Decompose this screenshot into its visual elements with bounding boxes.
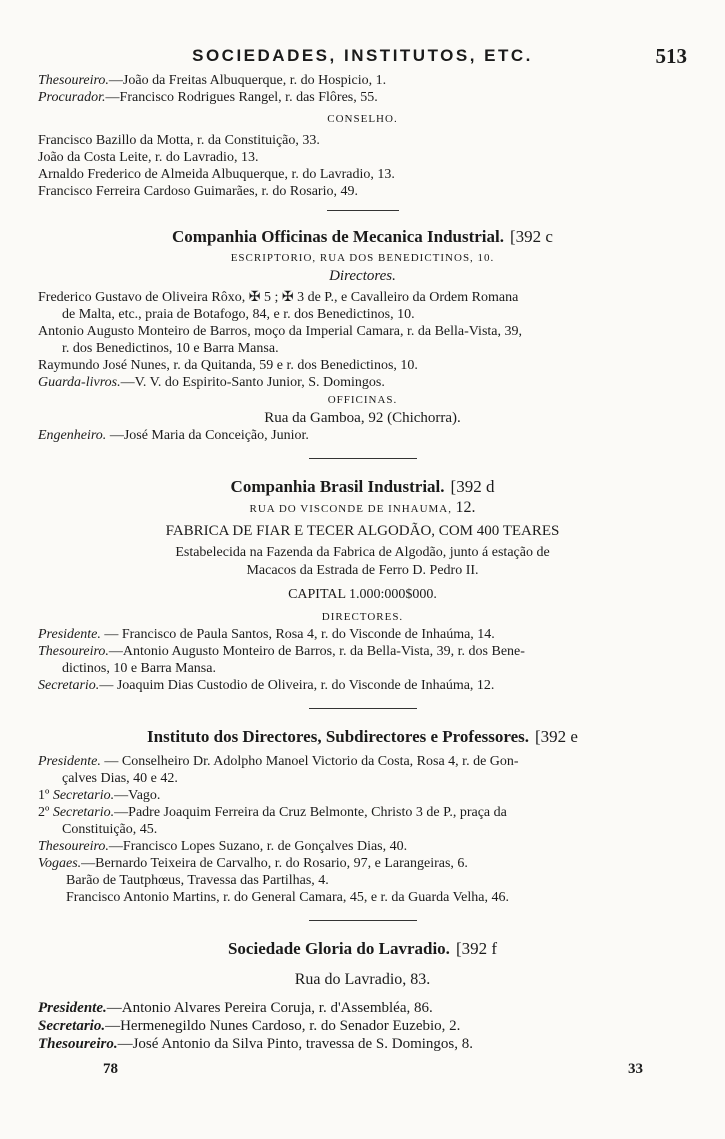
entry-text: —V. V. do Espirito-Santo Junior, S. Domingos. [120, 375, 385, 390]
entry-text: —Hermenegildo Nunes Cardoso, r. do Senador Euzebio, 2. [105, 1018, 461, 1034]
section-title-brasil-industrial [0, 475, 725, 499]
capital: CAPITAL 1.000:000$000. [288, 587, 437, 602]
street-number: 12. [455, 499, 476, 516]
director-line: de Malta, etc., praia de Botafogo, 84, e r. dos Benedictinos, 10. [62, 307, 415, 322]
entry-continuation: dictinos, 10 e Barra Mansa. [62, 661, 216, 676]
page-number: 513 [655, 44, 687, 68]
entry-vogal: Francisco Antonio Martins, r. do General Camara, 45, e r. da Guarda Velha, 46. [66, 890, 509, 905]
council-member: Arnaldo Frederico de Almeida Albuquerque, r. do Lavradio, 13. [38, 167, 395, 182]
entry-procurador [0, 89, 725, 106]
section-title-officinas [0, 225, 725, 249]
entry-secretario [0, 677, 725, 694]
workshops-heading: OFFICINAS. [327, 394, 398, 406]
divider [309, 920, 417, 921]
entry-prefix: 2º [38, 805, 53, 820]
entry-vogaes [0, 855, 725, 872]
signature-mark-left: 78 [103, 1061, 118, 1077]
entry-label: Presidente. [38, 1000, 107, 1016]
section-title-instituto [0, 725, 725, 749]
page-body [0, 72, 725, 1053]
section-name: Sociedade Gloria do Lavradio. [227, 939, 450, 958]
divider [309, 708, 417, 709]
established-line: Estabelecida na Fazenda da Fabrica de Algodão, junto á estação de [175, 545, 550, 560]
council-member: João da Costa Leite, r. do Lavradio, 13. [38, 150, 259, 165]
council-heading: CONSELHO. [327, 113, 398, 125]
entry-text: —Antonio Augusto Monteiro de Barros, r. da Bella-Vista, 39, r. dos Bene- [108, 644, 525, 659]
section-title-gloria-lavradio [0, 937, 725, 961]
page-header [0, 46, 725, 72]
entry-text: —Vago. [114, 788, 161, 803]
entry-text: —Padre Joaquim Ferreira da Cruz Belmonte, Christo 3 de P., praça da [114, 805, 507, 820]
entry-guarda-livros [0, 374, 725, 391]
section-code: [392 d [450, 477, 495, 496]
entry-text: — Joaquim Dias Custodio de Oliveira, r. do Visconde de Inhaúma, 12. [99, 678, 495, 693]
entry-label: Vogaes. [38, 856, 82, 871]
entry-text: —José Maria da Conceição, Junior. [106, 428, 309, 443]
entry-label: Thesoureiro. [38, 644, 109, 659]
entry-label: Secretario. [38, 678, 100, 693]
director-line: Raymundo José Nunes, r. da Quitanda, 59 e r. dos Benedictinos, 10. [38, 358, 418, 373]
workshops-address: Rua da Gamboa, 92 (Chichorra). [264, 410, 461, 426]
entry-label: Engenheiro. [38, 428, 107, 443]
entry-presidente [0, 753, 725, 770]
section-name: Companhia Officinas de Mecanica Industrial. [172, 227, 505, 246]
signature-mark-right: 33 [628, 1061, 643, 1077]
entry-1-secretario [0, 787, 725, 804]
established-line: Macacos da Estrada de Ferro D. Pedro II. [246, 563, 479, 578]
entry-text: —Antonio Alvares Pereira Coruja, r. d'Assembléa, 86. [106, 1000, 433, 1016]
council-member: Francisco Bazillo da Motta, r. da Constituição, 33. [38, 133, 320, 148]
entry-text: — Conselheiro Dr. Adolpho Manoel Victorio da Costa, Rosa 4, r. de Gon- [100, 754, 519, 769]
entry-label: Presidente. [38, 754, 101, 769]
entry-engenheiro [0, 427, 725, 444]
running-title: SOCIEDADES, INSTITUTOS, ETC. [192, 46, 533, 65]
entry-prefix: 1º [38, 788, 53, 803]
office-address: ESCRIPTORIO, RUA DOS BENEDICTINOS, 10. [230, 252, 495, 264]
entry-label: Secretario. [38, 1018, 106, 1034]
entry-label: Thesoureiro. [38, 1036, 118, 1052]
section-code: [392 f [455, 939, 498, 958]
entry-text: —Francisco Lopes Suzano, r. de Gonçalves Dias, 40. [108, 839, 408, 854]
council-member: Francisco Ferreira Cardoso Guimarães, r. do Rosario, 49. [38, 184, 358, 199]
section-name: Instituto dos Directores, Subdirectores e Professores. [147, 727, 530, 746]
entry-text: —Francisco Rodrigues Rangel, r. das Flôres, 55. [105, 90, 378, 105]
company-street [0, 499, 725, 518]
entry-label: Guarda-livros. [38, 375, 121, 390]
entry-text: —Bernardo Teixeira de Carvalho, r. do Rosario, 97, e Larangeiras, 6. [81, 856, 468, 871]
section-code: [392 c [510, 227, 553, 246]
entry-label: Secretario. [52, 805, 115, 820]
entry-vogal: Barão de Tautphœus, Travessa das Partilhas, 4. [66, 873, 329, 888]
entry-thesoureiro [0, 1035, 725, 1053]
society-address: Rua do Lavradio, 83. [294, 971, 431, 988]
director-line: r. dos Benedictinos, 10 e Barra Mansa. [62, 341, 279, 356]
entry-continuation: Constituição, 45. [62, 822, 158, 837]
entry-text: —José Antonio da Silva Pinto, travessa de S. Domingos, 8. [117, 1036, 474, 1052]
entry-thesoureiro [0, 838, 725, 855]
entry-text: — Francisco de Paula Santos, Rosa 4, r. do Visconde de Inhaúma, 14. [100, 627, 495, 642]
entry-2-secretario [0, 804, 725, 821]
section-name: Companhia Brasil Industrial. [230, 477, 445, 496]
entry-continuation: çalves Dias, 40 e 42. [62, 771, 178, 786]
entry-label: Thesoureiro. [38, 73, 109, 88]
directors-heading: Directores. [329, 268, 396, 284]
directors-heading: DIRECTORES. [321, 611, 404, 623]
factory-description: FABRICA DE FIAR E TECER ALGODÃO, COM 400 TEARES [165, 523, 560, 539]
entry-label: Procurador. [38, 90, 106, 105]
entry-thesoureiro [0, 643, 725, 660]
entry-presidente [0, 626, 725, 643]
entry-label: Presidente. [38, 627, 101, 642]
entry-thesoureiro [0, 72, 725, 89]
divider [327, 210, 399, 211]
entry-label: Secretario. [52, 788, 115, 803]
section-code: [392 e [535, 727, 578, 746]
entry-secretario [0, 1017, 725, 1035]
street-name: RUA DO VISCONDE DE INHAUMA, [249, 503, 452, 515]
page-footer [0, 1061, 725, 1081]
director-line: Antonio Augusto Monteiro de Barros, moço da Imperial Camara, r. da Bella-Vista, 39, [38, 324, 522, 339]
entry-label: Thesoureiro. [38, 839, 109, 854]
entry-text: —João da Freitas Albuquerque, r. do Hospicio, 1. [108, 73, 387, 88]
director-line: Frederico Gustavo de Oliveira Rôxo, ✠ 5 ; ✠ 3 de P., e Cavalleiro da Ordem Romana [38, 290, 519, 305]
divider [309, 458, 417, 459]
entry-presidente [0, 999, 725, 1017]
